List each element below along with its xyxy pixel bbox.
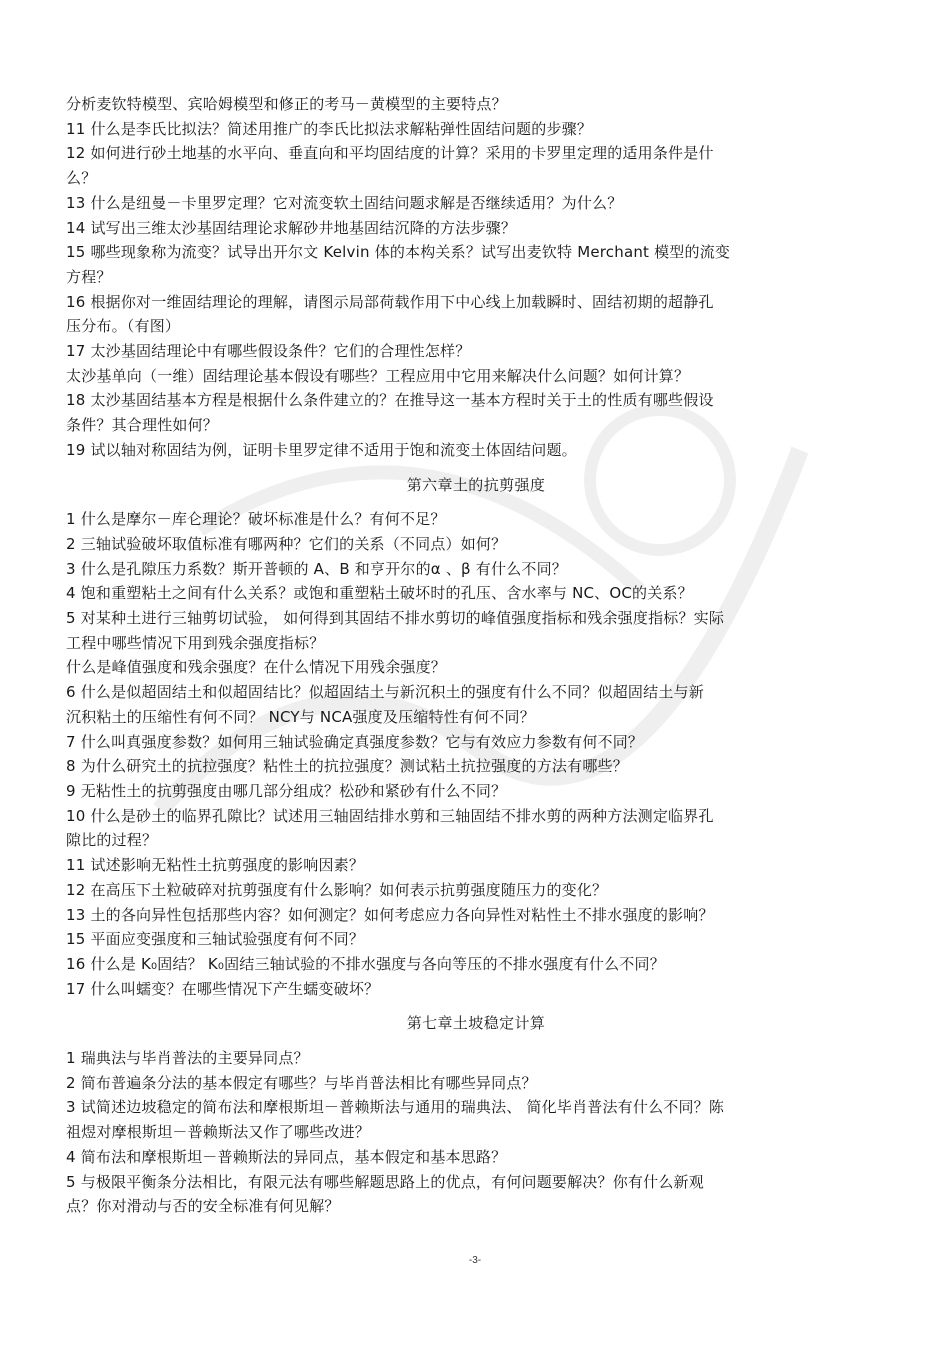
question-line: 沉积粘土的压缩性有何不同？ NCY与 NCA强度及压缩特性有何不同？ bbox=[66, 707, 535, 726]
question-line: 14 试写出三维太沙基固结理论求解砂井地基固结沉降的方法步骤？ bbox=[66, 218, 517, 237]
question-line: 分析麦钦特模型、宾哈姆模型和修正的考马－黄模型的主要特点？ bbox=[66, 95, 507, 113]
chapter-7-title: 第七章土坡稳定计算 bbox=[406, 1014, 546, 1033]
document-body bbox=[66, 92, 886, 1219]
question-line: 11 什么是李氏比拟法？简述用推广的李氏比拟法求解粘弹性固结问题的步骤？ bbox=[66, 119, 593, 138]
question-line: 1 什么是摩尔－库仑理论？破坏标准是什么？有何不足？ bbox=[66, 510, 446, 529]
question-line: 什么是峰值强度和残余强度？在什么情况下用残余强度？ bbox=[66, 658, 447, 677]
question-line: 15 平面应变强度和三轴试验强度有何不同？ bbox=[66, 930, 365, 949]
question-line: 12 在高压下土粒破碎对抗剪强度有什么影响？如何表示抗剪强度随压力的变化？ bbox=[66, 880, 608, 899]
question-line: 2 简布普遍条分法的基本假定有哪些？与毕肖普法相比有哪些异同点？ bbox=[66, 1073, 537, 1092]
question-line: 6 什么是似超固结土和似超固结比？似超固结土与新沉积土的强度有什么不同？似超固结土与新 bbox=[66, 683, 704, 702]
question-line: 5 对某种土进行三轴剪切试验， 如何得到其固结不排水剪切的峰值强度指标和残余强度指标？实际 bbox=[66, 609, 725, 628]
question-line: 4 简布法和摩根斯坦－普赖斯法的异同点，基本假定和基本思路？ bbox=[66, 1147, 507, 1166]
question-line: 3 什么是孔隙压力系数？斯开普顿的 A、B 和亨开尔的α 、β 有什么不同？ bbox=[66, 559, 567, 578]
question-line: 12 如何进行砂土地基的水平向、垂直向和平均固结度的计算？采用的卡罗里定理的适用条件是什 bbox=[66, 144, 714, 163]
question-line: 么？ bbox=[66, 169, 97, 188]
question-line: 祖煜对摩根斯坦－普赖斯法又作了哪些改进？ bbox=[66, 1123, 371, 1142]
question-line: 7 什么叫真强度参数？如何用三轴试验确定真强度参数？它与有效应力参数有何不同？ bbox=[66, 732, 644, 751]
question-line: 点？你对滑动与否的安全标准有何见解？ bbox=[66, 1197, 340, 1216]
question-line: 13 什么是纽曼－卡里罗定理？它对流变软土固结问题求解是否继续适用？为什么？ bbox=[66, 193, 623, 212]
chapter-6-questions bbox=[66, 507, 886, 1001]
question-line: 条件？其合理性如何？ bbox=[66, 416, 219, 435]
question-line: 2 三轴试验破坏取值标准有哪两种？它们的关系（不同点）如何？ bbox=[66, 534, 507, 553]
question-line: 18 太沙基固结基本方程是根据什么条件建立的？在推导这一基本方程时关于土的性质有哪些假设 bbox=[66, 391, 714, 410]
chapter-5-questions bbox=[66, 92, 886, 463]
chapter-6-title: 第六章土的抗剪强度 bbox=[406, 475, 546, 494]
chapter-7-questions bbox=[66, 1046, 886, 1219]
question-line: 13 土的各向异性包括那些内容？如何测定？如何考虑应力各向异性对粘性土不排水强度的影响？ bbox=[66, 905, 714, 924]
question-line: 19 试以轴对称固结为例，证明卡里罗定律不适用于饱和流变土体固结问题。 bbox=[66, 440, 577, 459]
question-line: 压分布。（有图） bbox=[66, 317, 181, 336]
question-line: 8 为什么研究土的抗拉强度？粘性土的抗拉强度？测试粘土抗拉强度的方法有哪些？ bbox=[66, 757, 628, 776]
page-number: -3- bbox=[468, 1255, 482, 1266]
question-line: 4 饱和重塑粘土之间有什么关系？或饱和重塑粘土破坏时的孔压、含水率与 NC、OC的关系？ bbox=[66, 584, 693, 603]
question-line: 隙比的过程？ bbox=[66, 831, 158, 850]
question-line: 1 瑞典法与毕肖普法的主要异同点？ bbox=[66, 1049, 309, 1068]
question-line: 方程？ bbox=[66, 267, 112, 286]
question-line: 15 哪些现象称为流变？试导出开尔文 Kelvin 体的本构关系？试写出麦钦特 Merchant 模型的流变 bbox=[66, 243, 731, 262]
question-line: 16 什么是 K₀固结？ K₀固结三轴试验的不排水强度与各向等压的不排水强度有什么不同？ bbox=[66, 954, 665, 973]
question-line: 11 试述影响无粘性土抗剪强度的影响因素？ bbox=[66, 856, 365, 875]
question-line: 太沙基单向（一维）固结理论基本假设有哪些？工程应用中它用来解决什么问题？如何计算？ bbox=[66, 366, 690, 385]
question-line: 3 试简述边坡稳定的简布法和摩根斯坦－普赖斯法与通用的瑞典法、 简化毕肖普法有什么不同？陈 bbox=[66, 1098, 725, 1117]
question-line: 17 太沙基固结理论中有哪些假设条件？它们的合理性怎样？ bbox=[66, 342, 471, 361]
question-line: 工程中哪些情况下用到残余强度指标？ bbox=[66, 633, 325, 652]
question-line: 9 无粘性土的抗剪强度由哪几部分组成？松砂和紧砂有什么不同？ bbox=[66, 781, 507, 800]
question-line: 16 根据你对一维固结理论的理解，请图示局部荷载作用下中心线上加载瞬时、固结初期的超静孔 bbox=[66, 292, 714, 311]
question-line: 5 与极限平衡条分法相比，有限元法有哪些解题思路上的优点，有何问题要解决？你有什么新观 bbox=[66, 1172, 704, 1191]
question-line: 10 什么是砂土的临界孔隙比？试述用三轴固结排水剪和三轴固结不排水剪的两种方法测定临界孔 bbox=[66, 806, 714, 825]
question-line: 17 什么叫蠕变？在哪些情况下产生蠕变破坏？ bbox=[66, 979, 380, 998]
